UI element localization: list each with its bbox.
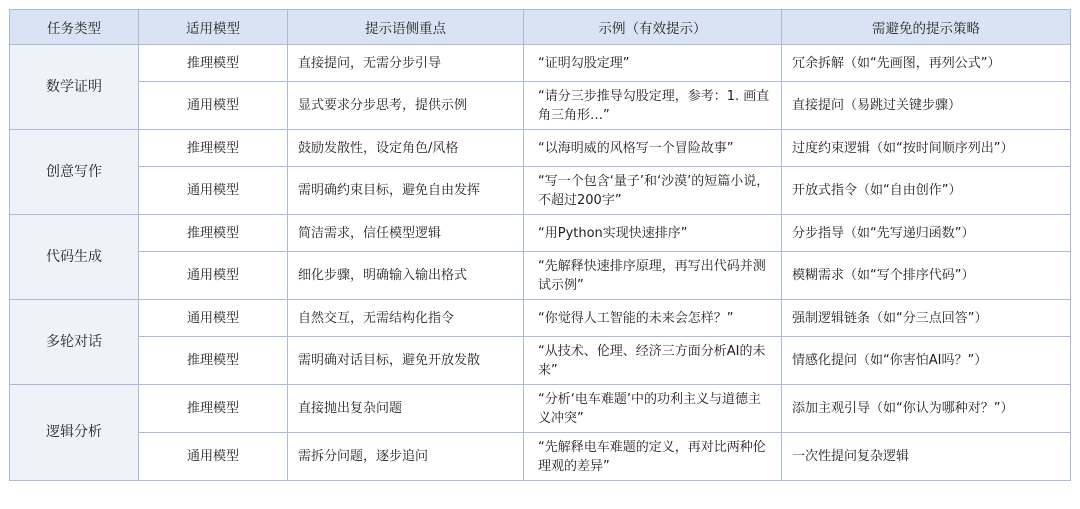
example-cell: “以海明威的风格写一个冒险故事” bbox=[524, 130, 782, 167]
avoid-cell: 直接提问（易跳过关键步骤） bbox=[782, 82, 1071, 130]
model-cell: 推理模型 bbox=[139, 385, 288, 433]
avoid-cell: 开放式指令（如“自由创作”） bbox=[782, 167, 1071, 215]
focus-cell: 需拆分问题，逐步追问 bbox=[288, 433, 524, 481]
avoid-cell: 添加主观引导（如“你认为哪种对？”） bbox=[782, 385, 1071, 433]
model-cell: 通用模型 bbox=[139, 300, 288, 337]
task-type-cell: 多轮对话 bbox=[10, 300, 139, 385]
avoid-cell: 冗余拆解（如“先画图，再列公式”） bbox=[782, 45, 1071, 82]
example-cell: “证明勾股定理” bbox=[524, 45, 782, 82]
focus-cell: 显式要求分步思考，提供示例 bbox=[288, 82, 524, 130]
table-row bbox=[10, 385, 1071, 433]
avoid-cell: 强制逻辑链条（如“分三点回答”） bbox=[782, 300, 1071, 337]
task-type-cell: 逻辑分析 bbox=[10, 385, 139, 481]
avoid-cell: 情感化提问（如“你害怕AI吗？”） bbox=[782, 337, 1071, 385]
example-cell: “用Python实现快速排序” bbox=[524, 215, 782, 252]
table-row bbox=[10, 82, 1071, 130]
focus-cell: 需明确约束目标，避免自由发挥 bbox=[288, 167, 524, 215]
table-row bbox=[10, 433, 1071, 481]
example-cell: “先解释快速排序原理，再写出代码并测试示例” bbox=[524, 252, 782, 300]
focus-cell: 自然交互，无需结构化指令 bbox=[288, 300, 524, 337]
header-avoid-strategy: 需避免的提示策略 bbox=[782, 10, 1071, 45]
model-cell: 通用模型 bbox=[139, 167, 288, 215]
example-cell: “分析‘电车难题’中的功利主义与道德主义冲突” bbox=[524, 385, 782, 433]
task-type-cell: 代码生成 bbox=[10, 215, 139, 300]
model-cell: 通用模型 bbox=[139, 252, 288, 300]
example-cell: “从技术、伦理、经济三方面分析AI的未来” bbox=[524, 337, 782, 385]
example-cell: “你觉得人工智能的未来会怎样？” bbox=[524, 300, 782, 337]
header-prompt-focus: 提示语侧重点 bbox=[288, 10, 524, 45]
table-row bbox=[10, 215, 1071, 252]
example-cell: “写一个包含‘量子’和‘沙漠’的短篇小说，不超过200字” bbox=[524, 167, 782, 215]
example-cell: “请分三步推导勾股定理，参考：1. 画直角三角形…” bbox=[524, 82, 782, 130]
example-cell: “先解释电车难题的定义，再对比两种伦理观的差异” bbox=[524, 433, 782, 481]
focus-cell: 需明确对话目标，避免开放发散 bbox=[288, 337, 524, 385]
prompt-strategy-table bbox=[9, 9, 1071, 481]
model-cell: 通用模型 bbox=[139, 82, 288, 130]
table-row bbox=[10, 130, 1071, 167]
focus-cell: 鼓励发散性，设定角色/风格 bbox=[288, 130, 524, 167]
table-row bbox=[10, 167, 1071, 215]
task-type-cell: 数学证明 bbox=[10, 45, 139, 130]
table-row bbox=[10, 337, 1071, 385]
model-cell: 推理模型 bbox=[139, 215, 288, 252]
model-cell: 通用模型 bbox=[139, 433, 288, 481]
model-cell: 推理模型 bbox=[139, 130, 288, 167]
table-header-row bbox=[10, 10, 1071, 45]
model-cell: 推理模型 bbox=[139, 337, 288, 385]
avoid-cell: 模糊需求（如“写个排序代码”） bbox=[782, 252, 1071, 300]
avoid-cell: 一次性提问复杂逻辑 bbox=[782, 433, 1071, 481]
header-model: 适用模型 bbox=[139, 10, 288, 45]
table-row bbox=[10, 252, 1071, 300]
avoid-cell: 分步指导（如“先写递归函数”） bbox=[782, 215, 1071, 252]
task-type-cell: 创意写作 bbox=[10, 130, 139, 215]
model-cell: 推理模型 bbox=[139, 45, 288, 82]
header-task-type: 任务类型 bbox=[10, 10, 139, 45]
table-row bbox=[10, 300, 1071, 337]
focus-cell: 直接抛出复杂问题 bbox=[288, 385, 524, 433]
focus-cell: 直接提问，无需分步引导 bbox=[288, 45, 524, 82]
focus-cell: 细化步骤，明确输入输出格式 bbox=[288, 252, 524, 300]
table-row bbox=[10, 45, 1071, 82]
focus-cell: 简洁需求，信任模型逻辑 bbox=[288, 215, 524, 252]
comparison-table-container bbox=[9, 9, 1070, 481]
header-example: 示例（有效提示） bbox=[524, 10, 782, 45]
avoid-cell: 过度约束逻辑（如“按时间顺序列出”） bbox=[782, 130, 1071, 167]
